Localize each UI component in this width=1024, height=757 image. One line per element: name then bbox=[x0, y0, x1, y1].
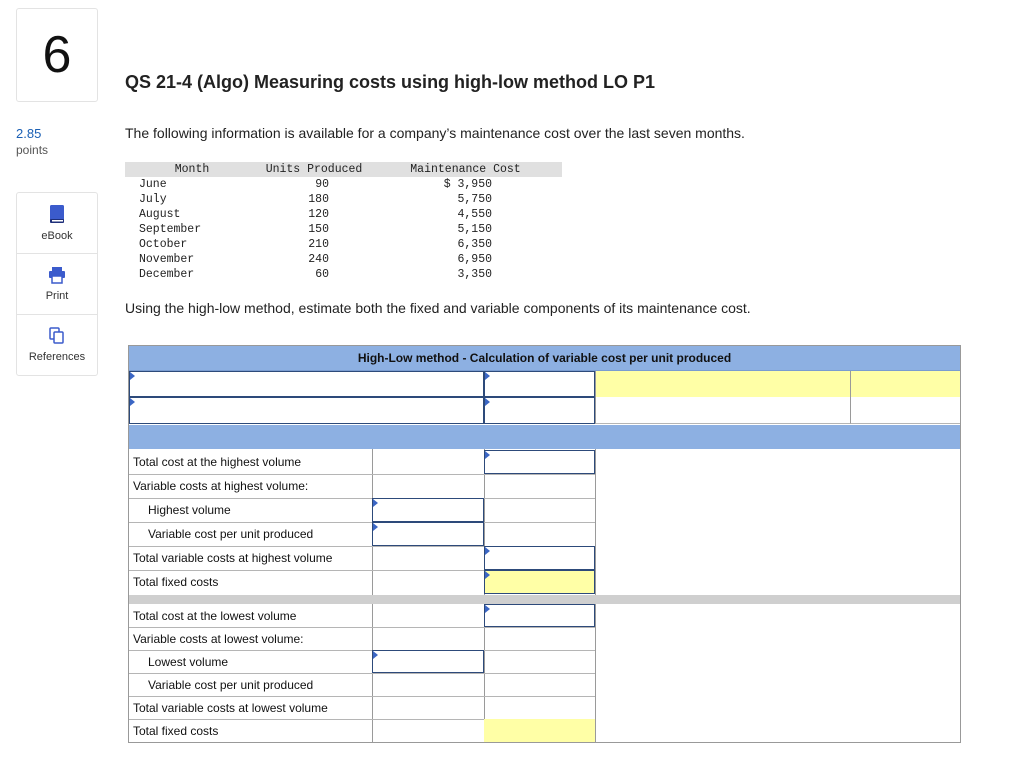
table-row bbox=[125, 177, 562, 192]
high-label-input[interactable] bbox=[129, 371, 484, 397]
table-row bbox=[125, 252, 562, 267]
header-month: Month bbox=[125, 162, 259, 177]
header-units: Units Produced bbox=[259, 162, 369, 177]
units-cell: 180 bbox=[308, 193, 329, 206]
units-cell: 210 bbox=[308, 238, 329, 251]
print-icon bbox=[48, 266, 66, 284]
low-cost-cell bbox=[595, 397, 850, 424]
points-block bbox=[16, 126, 48, 157]
highest-volume-label: Highest volume bbox=[148, 503, 231, 517]
tools-panel bbox=[16, 192, 98, 376]
worksheet-header: High-Low method - Calculation of variable cost per unit produced bbox=[129, 346, 960, 371]
high-total-fixed-costs-result bbox=[484, 570, 595, 594]
references-label: References bbox=[28, 351, 86, 363]
references-icon bbox=[49, 327, 65, 345]
question-title: QS 21-4 (Algo) Measuring costs using high-low method LO P1 bbox=[125, 72, 656, 92]
low-variable-costs-label: Variable costs at lowest volume: bbox=[133, 631, 304, 646]
row-line bbox=[129, 627, 595, 628]
row-line bbox=[129, 498, 595, 499]
row-line bbox=[129, 696, 595, 697]
cost-cell: 5,750 bbox=[457, 193, 492, 206]
low-total-fixed-costs-result bbox=[484, 719, 595, 742]
intro-text: The following information is available for a company’s maintenance cost over the last seven months. bbox=[125, 125, 745, 141]
print-button[interactable] bbox=[17, 254, 97, 315]
points-value: 2.85 bbox=[16, 126, 42, 141]
high-total-cost-label: Total cost at the highest volume bbox=[133, 455, 302, 469]
month-cell: July bbox=[139, 193, 167, 206]
high-total-variable-costs-input[interactable] bbox=[484, 546, 595, 570]
cost-cell: 4,550 bbox=[457, 208, 492, 221]
header-cost: Maintenance Cost bbox=[369, 162, 562, 177]
low-total-cost-label: Total cost at the lowest volume bbox=[133, 608, 297, 623]
units-cell: 90 bbox=[315, 178, 329, 191]
table-row bbox=[125, 222, 562, 237]
section-separator bbox=[129, 595, 960, 604]
units-cell: 120 bbox=[308, 208, 329, 221]
high-low-worksheet bbox=[128, 345, 961, 743]
row-line bbox=[129, 673, 595, 674]
high-variable-cost-per-unit-label: Variable cost per unit produced bbox=[148, 527, 314, 541]
question-number: 6 bbox=[16, 8, 98, 102]
units-cell: 240 bbox=[308, 253, 329, 266]
low-label-input[interactable] bbox=[129, 397, 484, 424]
cost-cell: 3,350 bbox=[457, 268, 492, 281]
table-row bbox=[125, 207, 562, 222]
high-variable-cost-per-unit-input[interactable] bbox=[372, 522, 484, 546]
month-cell: August bbox=[139, 208, 181, 221]
row-line bbox=[129, 474, 595, 475]
cost-cell: 6,950 bbox=[457, 253, 492, 266]
references-button[interactable] bbox=[17, 315, 97, 375]
section-divider bbox=[129, 425, 960, 449]
high-units-input[interactable] bbox=[484, 371, 595, 397]
cost-cell: 5,150 bbox=[457, 223, 492, 236]
month-cell: June bbox=[139, 178, 167, 191]
variable-cost-result bbox=[850, 371, 960, 397]
month-cell: November bbox=[139, 253, 195, 266]
low-total-cost-input[interactable] bbox=[484, 604, 595, 627]
row-line bbox=[129, 522, 595, 523]
high-total-fixed-costs-label: Total fixed costs bbox=[133, 575, 219, 589]
table-header-row bbox=[125, 162, 562, 177]
task-text: Using the high-low method, estimate both the fixed and variable components of its maintenance cost. bbox=[125, 300, 751, 316]
cost-cell: 6,350 bbox=[457, 238, 492, 251]
low-total-fixed-costs-label: Total fixed costs bbox=[133, 723, 219, 738]
low-variable-cost-per-unit-label: Variable cost per unit produced bbox=[148, 677, 314, 692]
high-total-cost-input[interactable] bbox=[484, 450, 595, 474]
row-line bbox=[129, 650, 595, 651]
empty-cell bbox=[850, 397, 960, 424]
high-cost-result bbox=[595, 371, 850, 397]
maintenance-data-table bbox=[125, 162, 562, 282]
lowest-volume-label: Lowest volume bbox=[148, 654, 229, 669]
cost-cell: $ 3,950 bbox=[443, 178, 492, 191]
units-cell: 60 bbox=[315, 268, 329, 281]
ebook-icon bbox=[48, 204, 66, 224]
month-cell: October bbox=[139, 238, 188, 251]
highest-volume-input[interactable] bbox=[372, 498, 484, 522]
low-units-input[interactable] bbox=[484, 397, 595, 424]
high-variable-costs-label: Variable costs at highest volume: bbox=[133, 479, 309, 493]
ebook-label: eBook bbox=[41, 230, 73, 242]
units-cell: 150 bbox=[308, 223, 329, 236]
points-label: points bbox=[16, 143, 49, 157]
print-label: Print bbox=[45, 290, 69, 302]
high-total-variable-costs-label: Total variable costs at highest volume bbox=[133, 551, 333, 565]
table-row bbox=[125, 237, 562, 252]
ebook-button[interactable] bbox=[17, 193, 97, 254]
month-cell: September bbox=[139, 223, 202, 236]
month-cell: December bbox=[139, 268, 195, 281]
low-total-variable-costs-label: Total variable costs at lowest volume bbox=[133, 700, 328, 715]
table-row bbox=[125, 192, 562, 207]
lowest-volume-input[interactable] bbox=[372, 650, 484, 673]
table-row bbox=[125, 267, 562, 282]
